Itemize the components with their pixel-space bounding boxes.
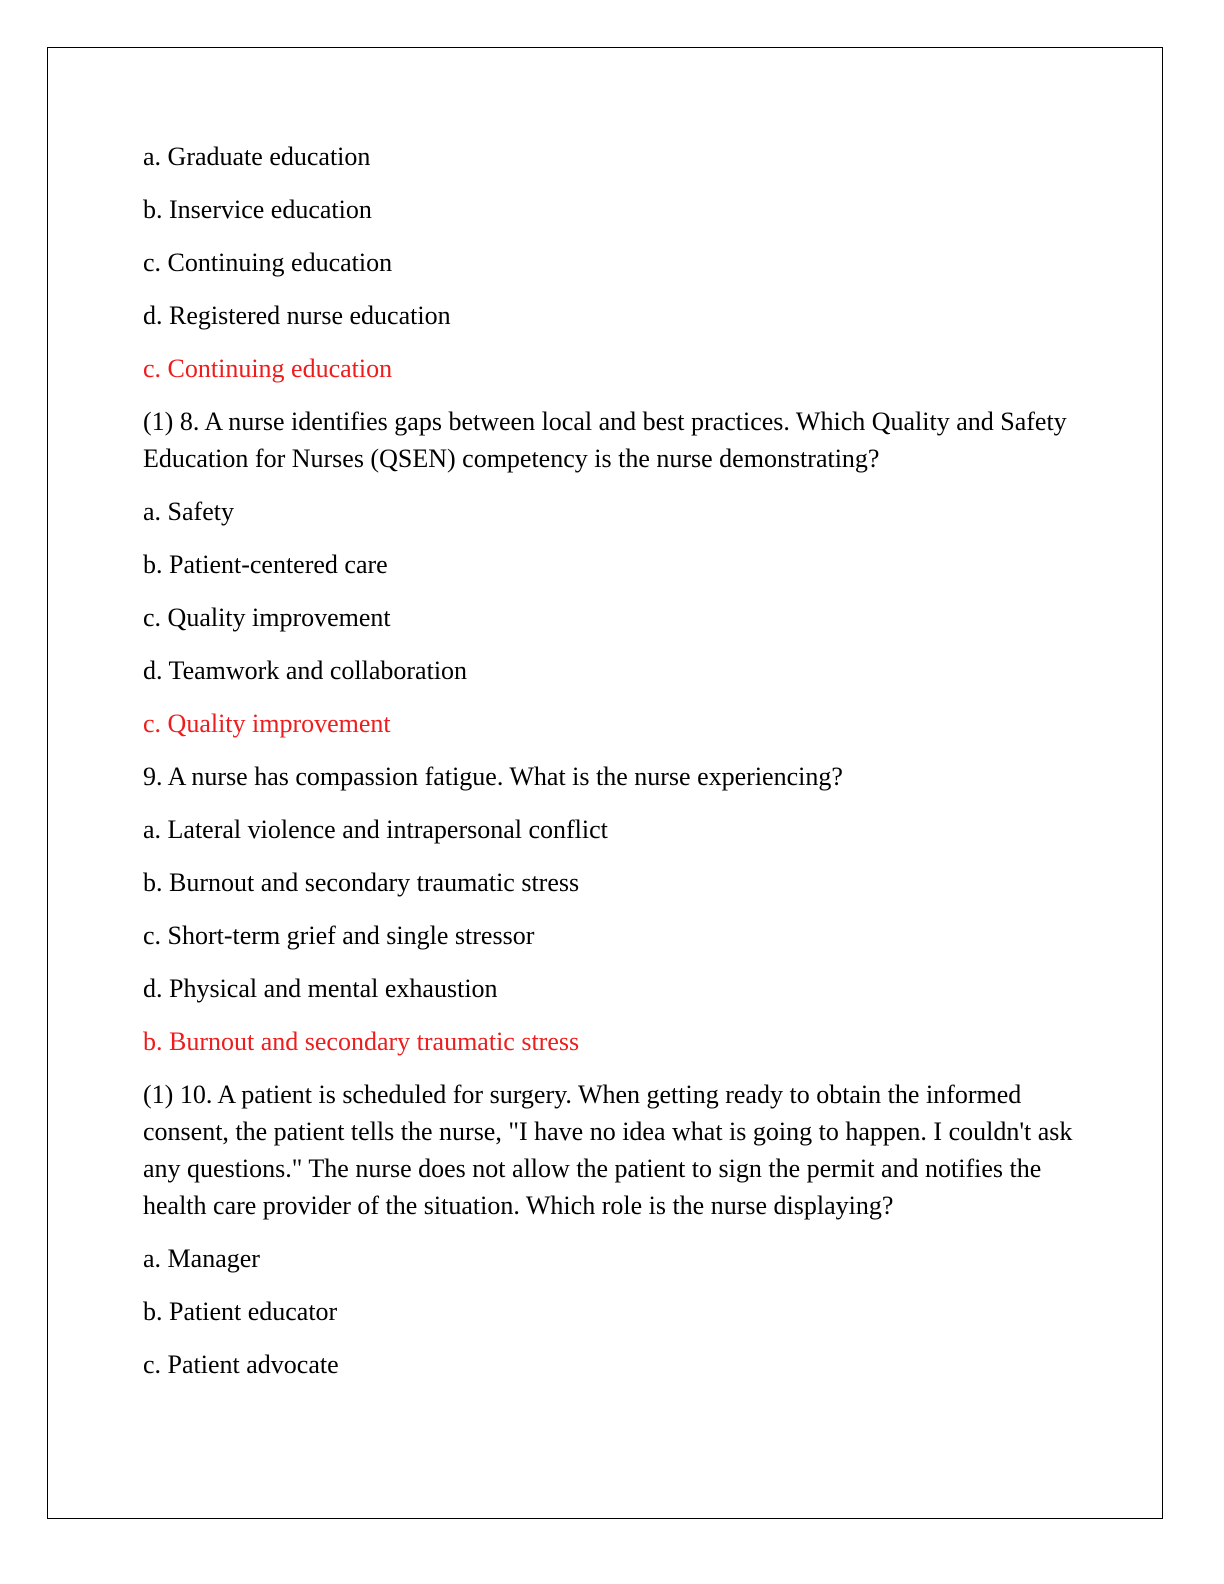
option-line: a. Safety [143,497,234,526]
option-line: a. Lateral violence and intrapersonal conflict [143,815,608,844]
option-line: d. Registered nurse education [143,301,451,330]
option-line: c. Continuing education [143,248,393,277]
question-text: (1) 8. A nurse identifies gaps between local and best practices. Which Quality and Safety Education for Nurses (QSEN) competency is the nurse demonstrating? [143,407,1074,473]
option-line: a. Graduate education [143,142,371,171]
answer-line: c. Quality improvement [143,709,391,738]
question-text: 9. A nurse has compassion fatigue. What is the nurse experiencing? [143,762,843,791]
option-line: d. Teamwork and collaboration [143,656,468,685]
answer-line: b. Burnout and secondary traumatic stress [143,1027,580,1056]
option-line: b. Patient educator [143,1297,338,1326]
option-line: c. Short-term grief and single stressor [143,921,535,950]
option-line: a. Manager [143,1244,260,1273]
option-line: c. Patient advocate [143,1350,339,1379]
option-line: b. Inservice education [143,195,372,224]
document-body [143,138,1079,1399]
option-line: b. Burnout and secondary traumatic stress [143,868,580,897]
option-line: d. Physical and mental exhaustion [143,974,498,1003]
answer-line: c. Continuing education [143,354,393,383]
option-line: b. Patient-centered care [143,550,388,579]
option-line: c. Quality improvement [143,603,391,632]
question-text: (1) 10. A patient is scheduled for surgery. When getting ready to obtain the informed consent, the patient tells the nurse, "I have no idea what is going to happen. I couldn't ask any questions." The nurse does not allow the patient to sign the permit and notifies the health care provider of the situation. Which role is the nurse displaying? [143,1080,1079,1220]
